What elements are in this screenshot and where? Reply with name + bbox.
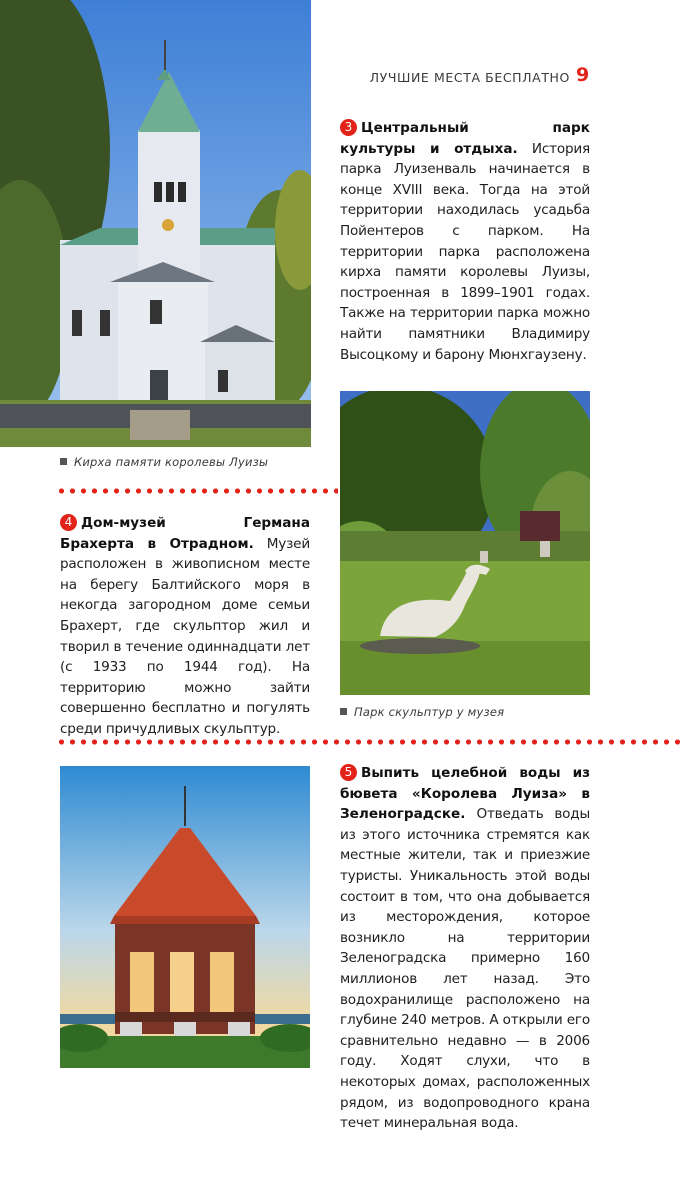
church-photo <box>0 0 311 447</box>
section-3-number-badge: 3 <box>340 119 357 136</box>
section-3 <box>340 118 590 365</box>
dotted-separator <box>56 739 680 745</box>
section-4-number-badge: 4 <box>60 514 77 531</box>
section-4-text: Музей расположен в живописном месте на берегу Балтийского моря в некогда загородном доме семьи Брахерт, где скульптор жил и творил в течение одиннадцати лет (с 1933 по 1944 год). На территорию можно зайти совершенно бесплатно и погулять среди причудливых скульптур. <box>60 535 310 737</box>
section-5-number-badge: 5 <box>340 764 357 781</box>
page-number: 9 <box>576 64 590 86</box>
running-head: ЛУЧШИЕ МЕСТА БЕСПЛАТНО <box>369 70 570 85</box>
church-caption-text: Кирха памяти королевы Луизы <box>74 455 269 469</box>
church-caption <box>60 455 268 469</box>
section-4 <box>60 513 310 740</box>
dotted-separator <box>56 488 338 494</box>
section-5-text: Отведать воды из этого источника стремятся как местные жители, так и приезжие туристы. Уникальность этой воды состоит в том, что она добывается из месторождения, которое возникло на территории Зеленоградска примерно 160 миллионов лет назад. Это водохранилище расположено на глубине 240 метров. А открыли его сравнительно недавно — в 2006 году. Ходят слухи, что в некоторых домах, расположенных рядом, из водопроводного крана течет минеральная вода. <box>340 806 590 1132</box>
caption-bullet-icon <box>60 458 67 465</box>
sculpture-park-caption-text: Парк скульптур у музея <box>354 705 505 719</box>
sculpture-park-photo <box>340 391 590 695</box>
section-5-title: Выпить целебной воды из бювета «Королева Луиза» в Зеленоградске. <box>340 765 590 823</box>
section-5 <box>340 763 590 1134</box>
sculpture-park-caption <box>340 705 504 719</box>
pavilion-photo <box>60 766 310 1068</box>
section-3-text: История парка Луизенваль начинается в конце XVIII века. Тогда на этой территории находилась усадьба Пойентеров с парком. На территории парка расположена кирха памяти королевы Луизы, построенная в 1899–1901 годах. Также на территории парка можно найти памятники Владимиру Высоцкому и барону Мюнхгаузену. <box>340 140 590 363</box>
section-4-title: Дом-музей Германа Брахерта в Отрадном. <box>60 515 310 552</box>
section-3-title: Центральный парк культуры и отдыха. <box>340 120 590 157</box>
caption-bullet-icon <box>340 708 347 715</box>
